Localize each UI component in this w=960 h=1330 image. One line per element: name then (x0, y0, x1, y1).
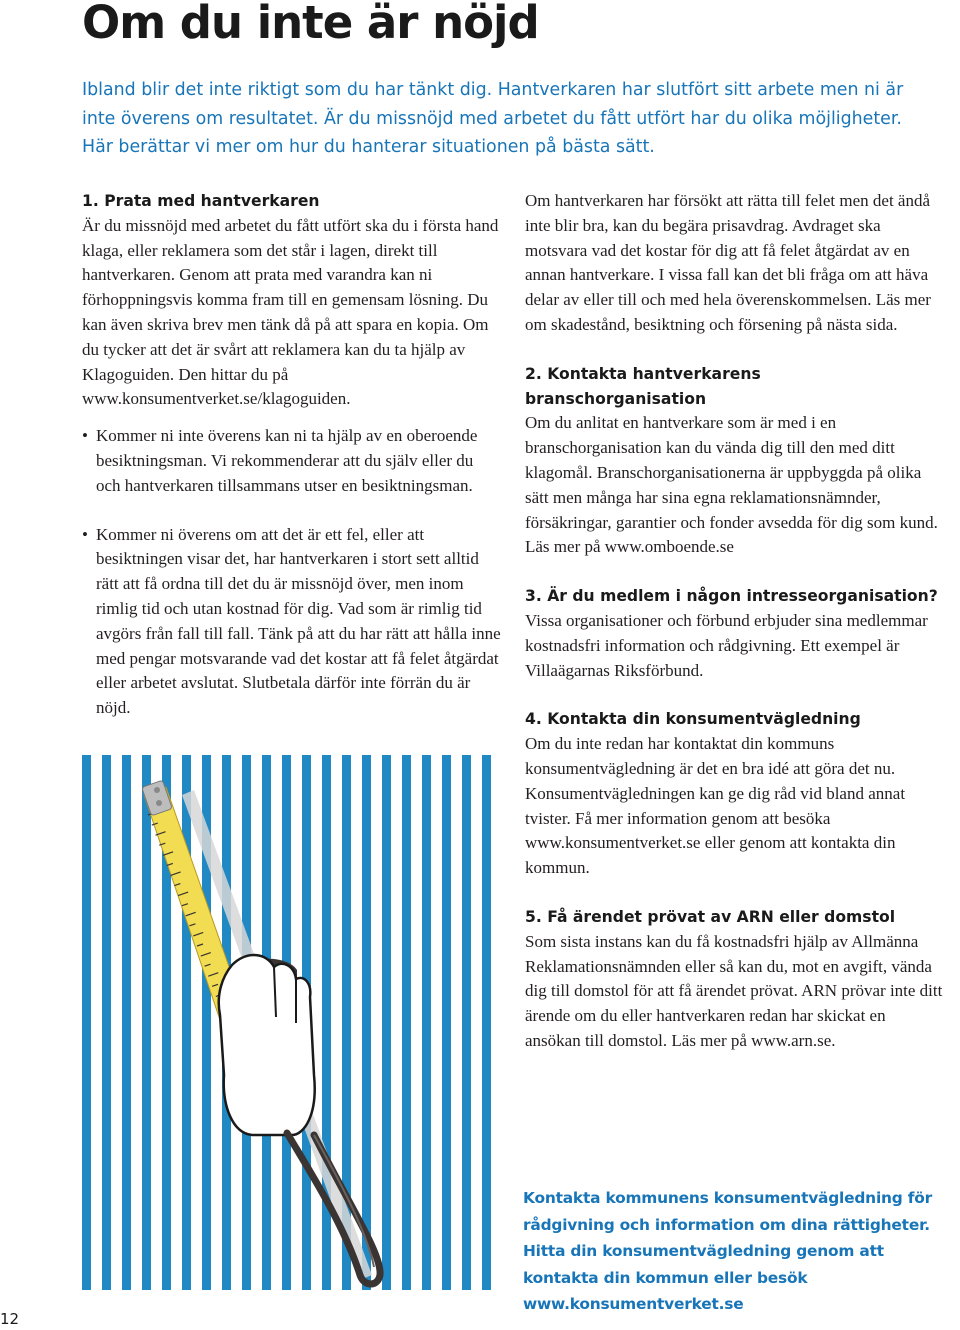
bullet-marker: • (82, 426, 88, 446)
bullet-text: Kommer ni inte överens kan ni ta hjälp av en oberoende besiktningsman. Vi rekommenderar att du själv eller du och hantverkaren tillsammans utser en besiktningsman. (96, 426, 478, 495)
stripe (82, 755, 91, 1290)
callout-text: Kontakta kommunens konsumentvägledning för rådgivning och information om dina rättigheter. Hitta din konsumentvägledning genom att kontakta din kommun eller besök www.konsumentverket.se (523, 1189, 933, 1313)
section-1-heading: 1. Prata med hantverkaren (82, 192, 320, 210)
bullet-marker: • (82, 524, 88, 544)
stripe (462, 755, 471, 1290)
section-4-body: Om du inte redan har kontaktat din kommuns konsumentvägledning är det en bra idé att göra det nu. Konsumentvägledningen kan ge dig råd vid bland annat tvister. Få mer information genom att besöka www.konsumentverket.se eller genom att kontakta din kommun. (525, 734, 906, 878)
section-4-heading: 4. Kontakta din konsumentvägledning (525, 710, 861, 729)
bullet-item (82, 424, 502, 498)
section-2-body: Om du anlitat en hantverkare som är med i en branschorganisation kan du vända dig till den med ditt klagomål. Branschorganisationerna är uppbyggda på olika sätt men många har sina egna reklamationsnämnder, försäkringar, garantier och fonder avsedda för dig som kund. Läs mer på www.omboende.se (525, 413, 938, 557)
stripe (422, 755, 431, 1290)
section-3-body: Vissa organisationer och förbund erbjuder sina medlemmar kostnadsfri information och rådgivning. Ett exempel är Villaägarnas Riksförbund. (525, 610, 928, 680)
section-2-heading: 2. Kontakta hantverkarens branschorganisation (525, 364, 761, 408)
stripe (122, 755, 131, 1290)
info-callout (510, 1160, 960, 1313)
section-1-continued: Om hantverkaren har försökt att rätta till felet men det ändå inte blir bra, kan du begära prisavdrag. Avdraget ska motsvara vad det kostar för dig att få felet åtgärdat av en annan hantverkare. I vissa fall kan det bli fråga om att häva delar av eller till och med hela överenskommelsen. Läs mer om skadestånd, besiktning och försening på nästa sida. (525, 191, 931, 334)
section-5-heading: 5. Få ärendet prövat av ARN eller domstol (525, 907, 896, 926)
bullet-text: Kommer ni överens om att det är ett fel, eller att besiktningen visar det, har hantverkaren i stort sett alltid rätt att få ordna till det du är missnöjd över, men inom rimlig tid och utan kostnad för dig. Vad som är rimlig tid avgörs från fall till fall. Tänk på att du har rätt att hålla inne med pengar motsvarande vad det kostar att få felet åtgärdat eller arbetet avslutat. Slutbetala därför inte förrän du är nöjd. (96, 524, 501, 718)
bullet-item (82, 523, 502, 721)
left-column (82, 189, 502, 721)
section-1-body: Är du missnöjd med arbetet du fått utfört ska du i första hand klaga, eller reklamera som det står i lagen, direkt till hantverkaren. Genom att prata med varandra kan ni förhoppningsvis komma fram till en gemensam lösning. Du kan även skriva brev men tänk då på att spara en kopia. Om du tycker att det är svårt att reklamera kan du ta hjälp av Klagoguiden. Den hittar du på www.konsumentverket.se/klagoguiden. (82, 215, 499, 409)
stripe (382, 755, 391, 1290)
page-title: Om du inte är nöjd (82, 0, 539, 49)
stripe (442, 755, 451, 1290)
intro-paragraph: Ibland blir det inte riktigt som du har tänkt dig. Hantverkaren har slutfört sitt arbete men ni är inte överens om resultatet. Är du missnöjd med arbetet du fått utfört har du olika möjligheter. Här berättar vi mer om hur du hanterar situationen på bästa sätt. (82, 80, 904, 157)
right-column (525, 189, 945, 1054)
stripe (142, 755, 151, 1290)
measuring-tape-illustration (82, 755, 502, 1290)
stripe (362, 755, 371, 1290)
stripe (102, 755, 111, 1290)
page-number: 12 (0, 1310, 20, 1328)
stripe (402, 755, 411, 1290)
section-3-heading: 3. Är du medlem i någon intresseorganisation? (525, 587, 938, 606)
hand (219, 955, 315, 1135)
section-5-body: Som sista instans kan du få kostnadsfri hjälp av Allmänna Reklamationsnämnden eller så kan du, mot en avgift, vända dig till domstol för att få ärendet prövat. ARN prövar inte ditt ärende om du eller hantverkaren redan har skickat en ansökan till domstol. Läs mer på www.arn.se. (525, 931, 943, 1050)
stripe (482, 755, 491, 1290)
